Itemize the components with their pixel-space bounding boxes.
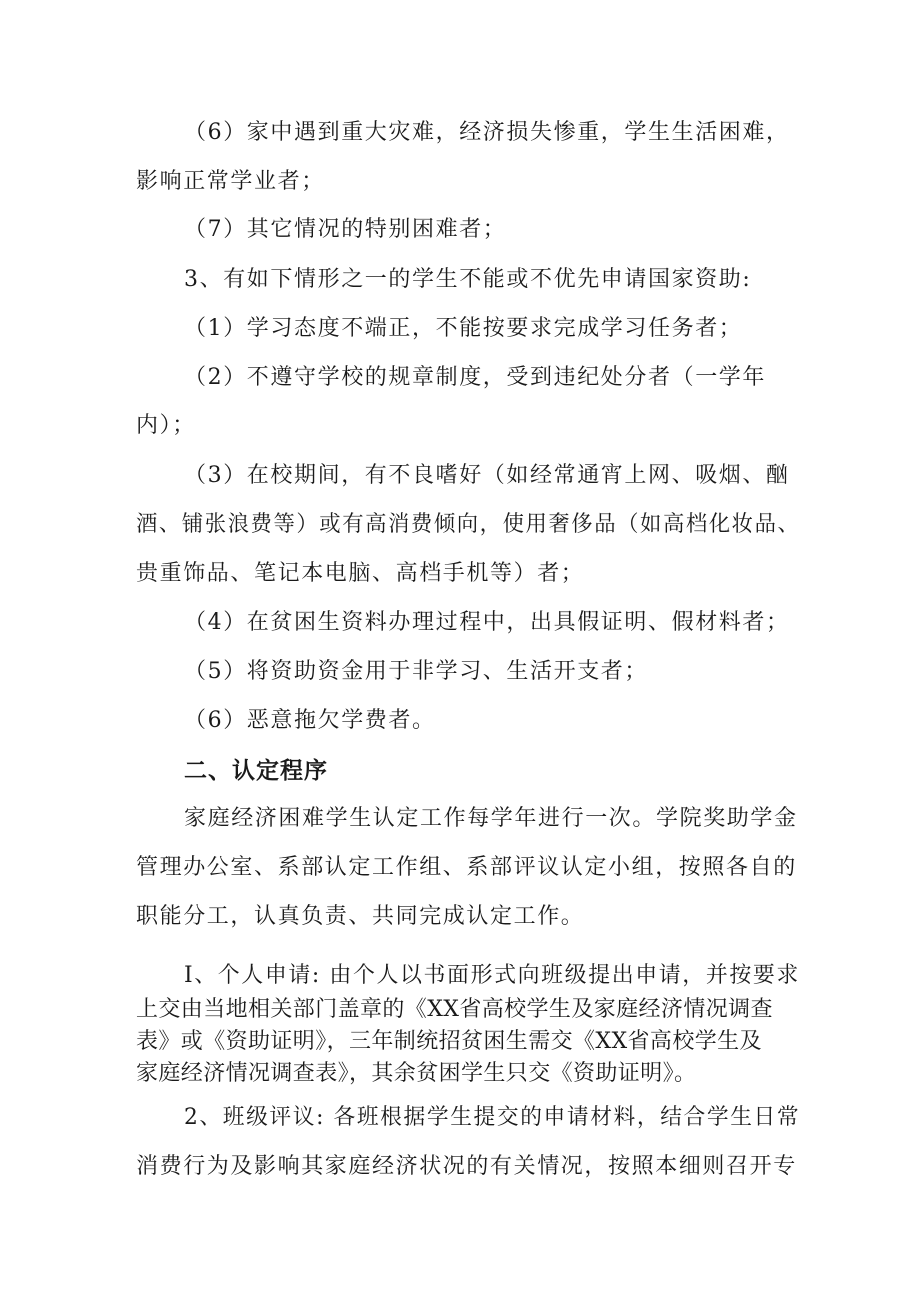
text-line: I、个人申请: 由个人以书面形式向班级提出申请，并按要求: [184, 963, 800, 988]
text-line: 表》或《资助证明》，三年制统招贫困生需交《XX省高校学生及: [136, 1029, 762, 1054]
text-line: （6）恶意拖欠学费者。: [184, 708, 436, 733]
text-line: 家庭经济情况调查表》，其余贫困学生只交《资助证明》。: [136, 1061, 697, 1086]
text-line: 2、班级评议: 各班根据学生提交的申请材料，结合学生日常: [184, 1105, 801, 1130]
text-line: 上交由当地相关部门盖章的《XX省高校学生及家庭经济情况调查: [136, 997, 773, 1022]
text-line: （7）其它情况的特别困难者；: [184, 217, 507, 242]
text-line: （5）将资助资金用于非学习、生活开支者；: [184, 659, 648, 684]
text-line: 3、有如下情形之一的学生不能或不优先申请国家资助:: [184, 267, 752, 292]
text-line: 家庭经济困难学生认定工作每学年进行一次。学院奖助学金: [184, 806, 798, 831]
text-line: 管理办公室、系部认定工作组、系部评议认定小组，按照各自的: [136, 855, 797, 880]
text-line: （3）在校期间，有不良嗜好（如经常通宵上网、吸烟、酗: [184, 463, 790, 488]
text-line: 内）；: [136, 413, 196, 438]
text-line: 职能分工，认真负责、共同完成认定工作。: [136, 904, 585, 929]
text-line: 消费行为及影响其家庭经济状况的有关情况，按照本细则召开专: [136, 1154, 797, 1179]
text-line: （2）不遵守学校的规章制度，受到违纪处分者（一学年: [184, 365, 766, 390]
text-line: 酒、铺张浪费等）或有高消费倾向，使用奢侈品（如高档化妆品、: [136, 512, 801, 537]
text-line: 影响正常学业者；: [136, 169, 325, 194]
text-line: （4）在贫困生资料办理过程中，出具假证明、假材料者；: [184, 610, 790, 635]
section-heading: 二、认定程序: [184, 758, 328, 784]
text-line: （6）家中遇到重大灾难，经济损失惨重，学生生活困难，: [184, 120, 790, 145]
text-line: 贵重饰品、笔记本电脑、高档手机等）者；: [136, 561, 585, 586]
text-line: （1）学习态度不端正，不能按要求完成学习任务者；: [184, 316, 743, 341]
